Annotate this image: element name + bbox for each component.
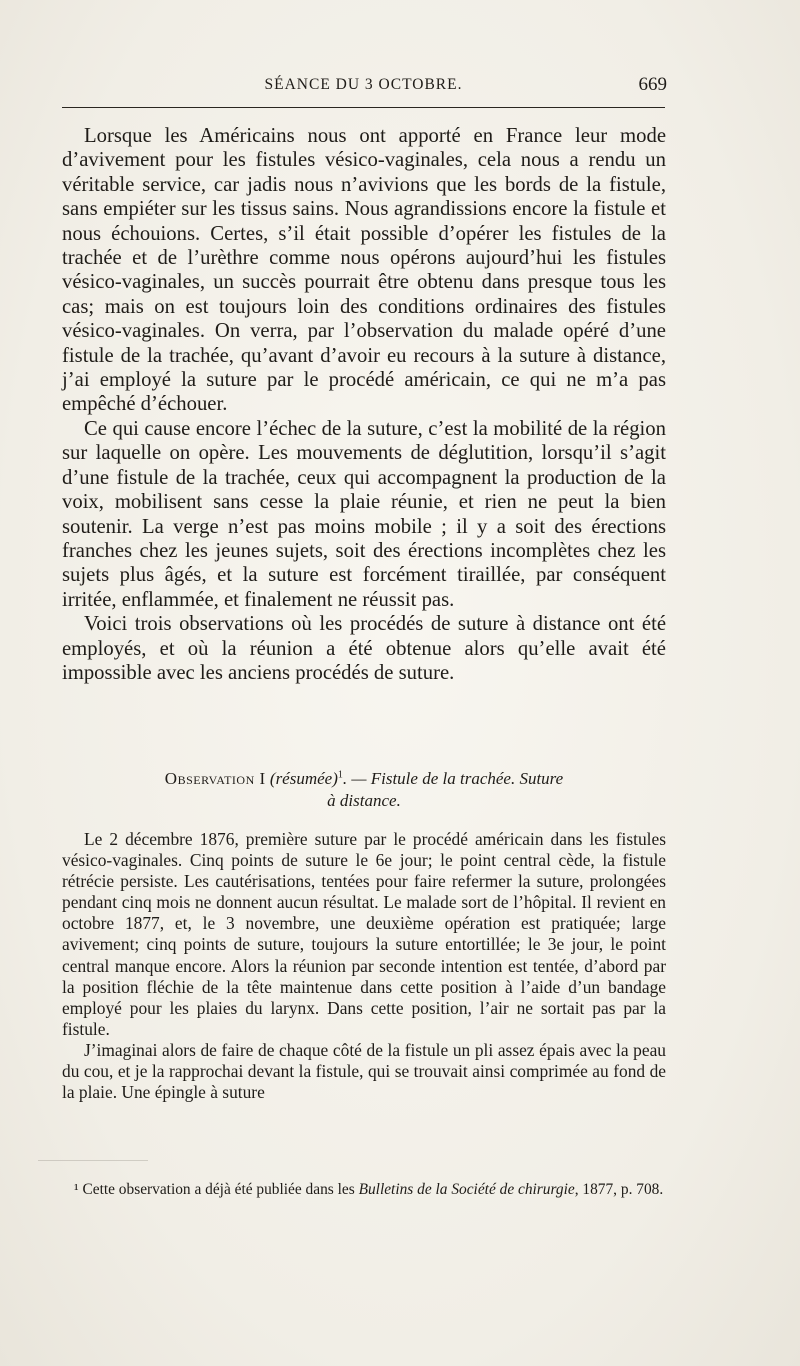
footnote-journal: Bulletins de la Société de chirurgie	[358, 1181, 575, 1198]
running-title: SÉANCE DU 3 OCTOBRE.	[264, 76, 463, 93]
paragraph: Ce qui cause encore l’échec de la suture, c’est la mobilité de la région sur laquelle on opère. Les mouvements de déglutition, lorsqu’il s’agit d’une fistule de la trachée, ceux qui accompagnent la production de la voix, mobilisent sans cesse la plaie réunie, et rien ne peut la bien soutenir. La verge n’est pas moins mobile ; il y a soit des érections franches chez les jeunes sujets, soit des érections incomplètes chez les sujets plus âgés, et la suture est forcément tiraillée, par conséquent irritée, enflammée, et finalement ne réussit pas.	[62, 417, 666, 611]
observation-heading	[62, 768, 666, 812]
footnote-reference: 1	[337, 769, 343, 781]
main-text	[62, 124, 666, 685]
header-rule	[62, 107, 665, 108]
observation-label: Observation I	[164, 769, 266, 788]
case-paragraph: J’imaginai alors de faire de chaque côté de la fistule un pli assez épais avec la peau du cou, et je la rapprochai devant la fistule, qui se trouvait ainsi comprimée au fond de la plaie. Une épingle à suture	[62, 1039, 666, 1103]
page-header	[60, 74, 667, 104]
footnote-mark: ¹	[74, 1181, 79, 1198]
footnote	[62, 1180, 666, 1200]
footnote-reference-detail: , 1877, p. 708.	[574, 1181, 664, 1198]
case-paragraph: Le 2 décembre 1876, première suture par le procédé américain dans les fistules vésico-vaginales. Cinq points de suture le 6e jour; le point central cède, la fistule rétrécie persiste. Les cautérisations, tentées pour faire refermer la suture, prolongées pendant cinq mois ne donnent aucun résultat. Le malade sort de l’hôpital. Il revient en octobre 1877, et, le 3 novembre, une deuxième opération est pratiquée; large avivement; cinq points de suture, toujours la suture entortillée; le 3e jour, le point central manque encore. Alors la réunion par seconde intention est tentée, d’abord par la position fléchie de la tête maintenue dans cette position à l’aide d’un bandage employé pour les plaies du larynx. Dans cette position, l’air ne sortait pas par la fistule.	[62, 829, 666, 1039]
footnote-rule	[38, 1160, 148, 1161]
observation-title-line2: à distance.	[327, 791, 401, 810]
footnote-text: Cette observation a déjà été publiée dans les	[82, 1181, 355, 1198]
observation-qualifier: (résumée)	[269, 769, 338, 788]
case-report	[62, 829, 666, 1103]
paragraph: Lorsque les Américains nous ont apporté en France leur mode d’avivement pour les fistules vésico-vaginales, cela nous a rendu un véritable service, car jadis nous n’avivions que les bords de la fistule, sans empiéter sur les tissus sains. Nous agrandissions encore la fistule et nous échouions. Certes, s’il était possible d’opérer les fistules de la trachée et de l’urèthre comme nous opérons aujourd’hui les fistules vésico-vaginales, un succès pourrait être obtenu dans presque tous les cas; mais on est toujours loin des conditions ordinaires des fistules vésico-vaginales. On verra, par l’observation du malade opéré d’une fistule de la trachée, qu’avant d’avoir eu recours à la suture à distance, j’ai employé la suture par le procédé américain, ce qui ne m’a pas empêché d’échouer.	[62, 125, 666, 416]
observation-title-line1: . — Fistule de la trachée. Suture	[342, 769, 564, 788]
page-number: 669	[638, 74, 667, 95]
paragraph: Voici trois observations où les procédés de suture à distance ont été employés, et où la réunion a été obtenue alors qu’elle avait été impossible avec les anciens procédés de suture.	[62, 613, 666, 684]
